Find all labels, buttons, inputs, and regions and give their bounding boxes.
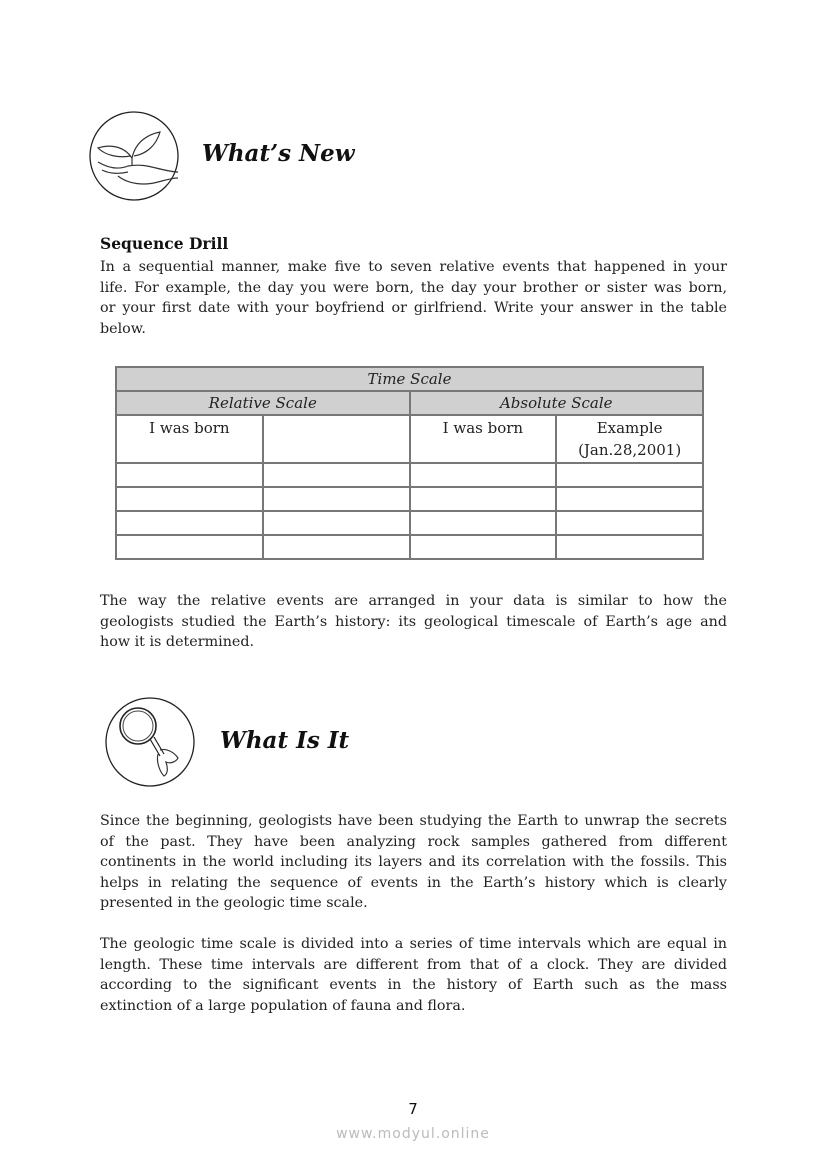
table-cell (263, 463, 410, 487)
table-row (116, 487, 703, 511)
header-absolute-scale: Absolute Scale (410, 391, 704, 415)
page-number: 7 (408, 1100, 418, 1118)
text-line: or your first date with your boyfriend or girlfriend. Write your answer in the table (100, 300, 727, 317)
table-cell (556, 511, 703, 535)
table-cell (410, 487, 557, 511)
paragraph-1 (100, 811, 727, 914)
text-line: life. For example, the day you were born, the day your brother or sister was born, (100, 279, 727, 296)
text-line: of the past. They have been analyzing rock samples gathered from different (100, 833, 727, 850)
table-cell (410, 511, 557, 535)
outro-paragraph (100, 591, 727, 653)
table-cell (263, 415, 410, 463)
section-title-what-is-it: What Is It (220, 727, 350, 754)
text-line: extinction of a large population of fauna and flora. (100, 997, 466, 1014)
subtitle-sequence-drill: Sequence Drill (100, 234, 229, 253)
text-line: Since the beginning, geologists have been studying the Earth to unwrap the secrets (100, 813, 727, 829)
table-cell (263, 511, 410, 535)
text-line: presented in the geologic time scale. (100, 895, 368, 912)
text-line: below. (100, 320, 146, 337)
table-cell (556, 487, 703, 511)
text-line: according to the significant events in the history of Earth such as the mass (100, 977, 727, 994)
table-cell (263, 487, 410, 511)
table-cell (556, 535, 703, 559)
section-title-whats-new: What’s New (202, 140, 355, 167)
text-line: In a sequential manner, make five to seven relative events that happened in your (100, 259, 727, 275)
text-line: The way the relative events are arranged in your data is similar to how the (100, 593, 727, 609)
text-line: continents in the world including its layers and its correlation with the fossils. This (100, 854, 727, 871)
table-cell (410, 463, 557, 487)
text-line: length. These time intervals are different from that of a clock. They are divided (100, 956, 727, 973)
table-row (116, 415, 703, 463)
table-cell (116, 511, 263, 535)
header-relative-scale: Relative Scale (116, 391, 410, 415)
plant-in-hand-icon (88, 110, 180, 206)
text-line: helps in relating the sequence of events in the Earth’s history which is clearly (100, 874, 727, 891)
watermark: www.modyul.online (336, 1126, 490, 1142)
text-line: how it is determined. (100, 634, 255, 651)
intro-paragraph (100, 257, 727, 339)
magnifying-glass-icon (104, 696, 196, 792)
text-line: geologists studied the Earth’s history: its geological timescale of Earth’s age and (100, 613, 727, 630)
table-cell (116, 535, 263, 559)
table-cell: I was born (410, 415, 557, 463)
table-cell (410, 535, 557, 559)
table-row (116, 535, 703, 559)
time-scale-table (115, 366, 704, 560)
table-row (116, 511, 703, 535)
table-row (116, 463, 703, 487)
table-cell (556, 415, 703, 463)
table-cell (116, 463, 263, 487)
example-label: Example (596, 419, 663, 437)
table-cell: I was born (116, 415, 263, 463)
paragraph-2 (100, 934, 727, 1016)
table-cell (263, 535, 410, 559)
example-date: (Jan.28,2001) (578, 441, 682, 459)
table-cell (116, 487, 263, 511)
text-line: The geologic time scale is divided into a series of time intervals which are equal in (100, 936, 727, 952)
table-title: Time Scale (116, 367, 703, 391)
table-cell (556, 463, 703, 487)
